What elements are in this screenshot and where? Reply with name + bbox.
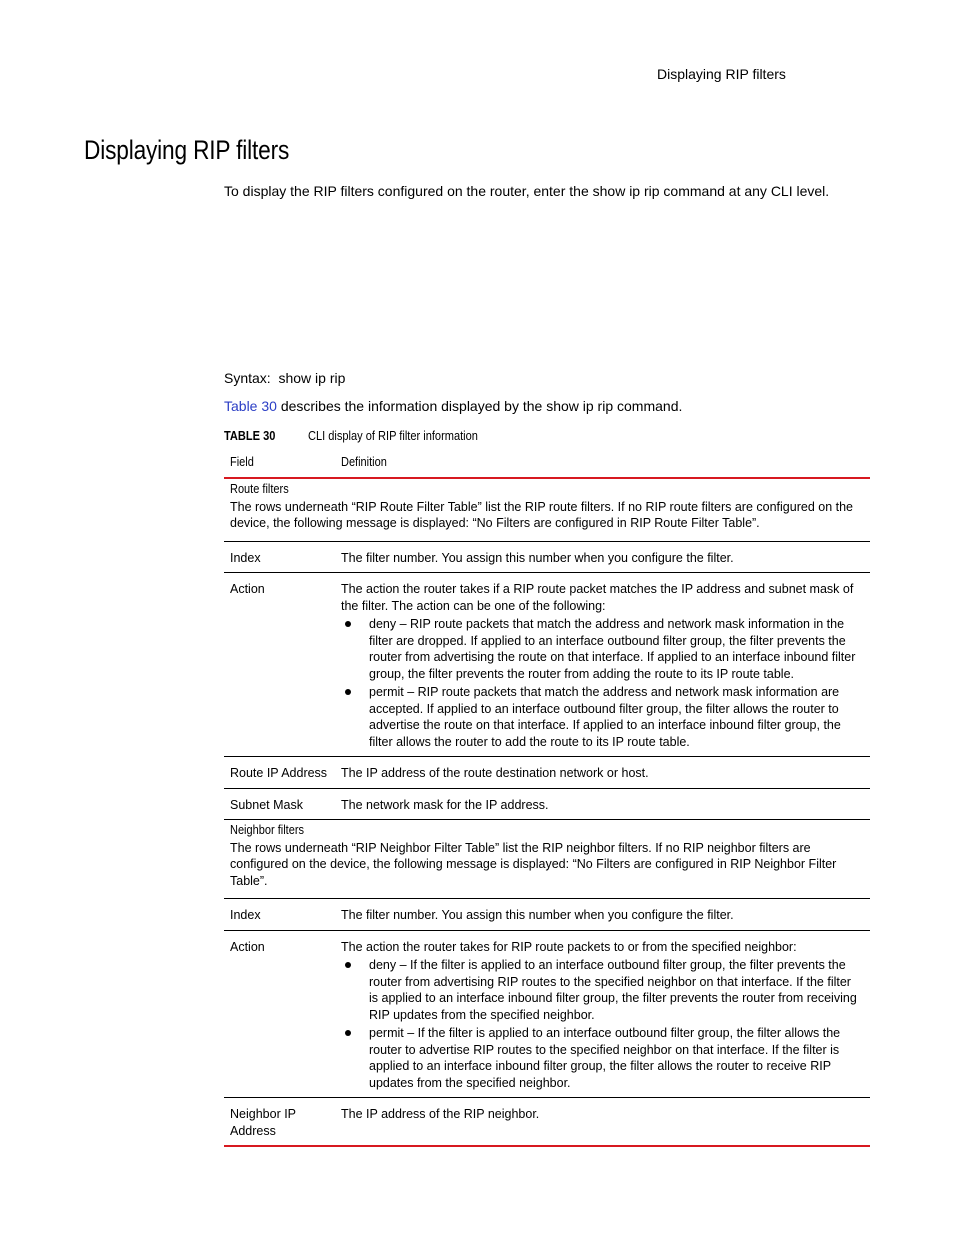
- intro-command: show ip rip: [592, 183, 660, 199]
- field-cell: Subnet Mask: [230, 797, 303, 812]
- table-number: TABLE 30: [224, 428, 276, 443]
- bullet-list: [341, 616, 862, 750]
- table-row: [224, 757, 870, 789]
- intro-paragraph: [224, 183, 829, 199]
- list-item: deny – RIP route packets that match the address and network mask information in the filter are dropped. If applied to an interface outbound filter group, the filter prevents the router from advertising the route on that interface. If applied to an interface inbound filter group, the filter prevents the router from adding the route to its IP route table.: [341, 616, 862, 682]
- intro-text-after: command at any CLI level.: [659, 183, 830, 199]
- syntax-label: Syntax:: [224, 370, 271, 386]
- header-definition: Definition: [341, 455, 387, 469]
- running-head: Displaying RIP filters: [657, 66, 786, 82]
- syntax-command: show ip rip: [278, 370, 346, 386]
- list-item: permit – If the filter is applied to an interface outbound filter group, the filter allows the router to advertise RIP routes to the specified neighbor on that interface. If the filter is applied to an interface inbound filter group, the filter allows the router to receive RIP updates from the specified neighbor.: [341, 1025, 862, 1091]
- field-cell: Route IP Address: [230, 766, 328, 780]
- table-link[interactable]: Table 30: [224, 398, 277, 414]
- definition-cell: The action the router takes if a RIP route packet matches the IP address and subnet mask of the filter. The action can be one of the following:: [341, 582, 854, 613]
- syntax-line: [224, 370, 345, 386]
- section-text: The rows underneath “RIP Neighbor Filter Table” list the RIP neighbor filters. If no RIP neighbor filters are configured on the device, the following message is displayed: “No Filters are configured in RIP Neighbor Filter Table”.: [230, 840, 837, 888]
- table-row: [224, 573, 870, 757]
- describe-text-after: command.: [613, 398, 683, 414]
- table-row: [224, 542, 870, 574]
- table-header-row: [224, 451, 870, 479]
- field-cell: Action: [230, 939, 265, 954]
- intro-text-before: To display the RIP filters configured on the router, enter the: [224, 183, 593, 199]
- definition-cell: The filter number. You assign this number when you configure the filter.: [341, 550, 734, 565]
- header-field: Field: [230, 455, 254, 469]
- list-item: deny – If the filter is applied to an interface outbound filter group, the filter prevents the router from advertising RIP routes to the specified neighbor on that interface. If the filter is applied to an interface inbound filter group, the filter prevents the router from receiving RIP updates from the specified neighbor.: [341, 957, 862, 1023]
- field-cell: Neighbor IP Address: [230, 1107, 296, 1138]
- table-row: [224, 1098, 870, 1147]
- bullet-list: [341, 957, 862, 1091]
- definition-cell: The IP address of the route destination network or host.: [341, 766, 649, 780]
- section-title: Route filters: [230, 482, 289, 496]
- table-caption: [224, 428, 508, 444]
- section-title: Neighbor filters: [230, 823, 304, 837]
- definition-cell: The network mask for the IP address.: [341, 797, 549, 812]
- table-reference-paragraph: [224, 398, 682, 414]
- neighbor-filters-section: [224, 820, 870, 899]
- list-item: permit – RIP route packets that match the address and network mask information are accepted. If applied to an interface outbound filter group, the filter allows the router to advertise the route on that interface. If applied to an interface inbound filter group, the filter allows the router to add the route to its IP route table.: [341, 684, 862, 750]
- field-cell: Index: [230, 908, 261, 922]
- rip-filter-table: [224, 451, 870, 1147]
- describe-command: show ip rip: [546, 398, 614, 414]
- table-row: [224, 789, 870, 821]
- field-cell: Index: [230, 550, 261, 565]
- table-title: CLI display of RIP filter information: [308, 428, 478, 443]
- definition-cell: The filter number. You assign this number when you configure the filter.: [341, 908, 734, 922]
- page-title: Displaying RIP filters: [84, 135, 290, 165]
- table-row: [224, 931, 870, 1099]
- table-row: [224, 899, 870, 931]
- section-text: The rows underneath “RIP Route Filter Table” list the RIP route filters. If no RIP route filters are configured on the device, the following message is displayed: “No Filters are configured in RIP Route Filter Table”.: [230, 499, 853, 530]
- describe-text-before: describes the information displayed by the: [276, 398, 547, 414]
- definition-cell: The action the router takes for RIP route packets to or from the specified neighbor:: [341, 939, 797, 954]
- definition-cell: The IP address of the RIP neighbor.: [341, 1107, 540, 1121]
- route-filters-section: [224, 479, 870, 542]
- field-cell: Action: [230, 582, 265, 596]
